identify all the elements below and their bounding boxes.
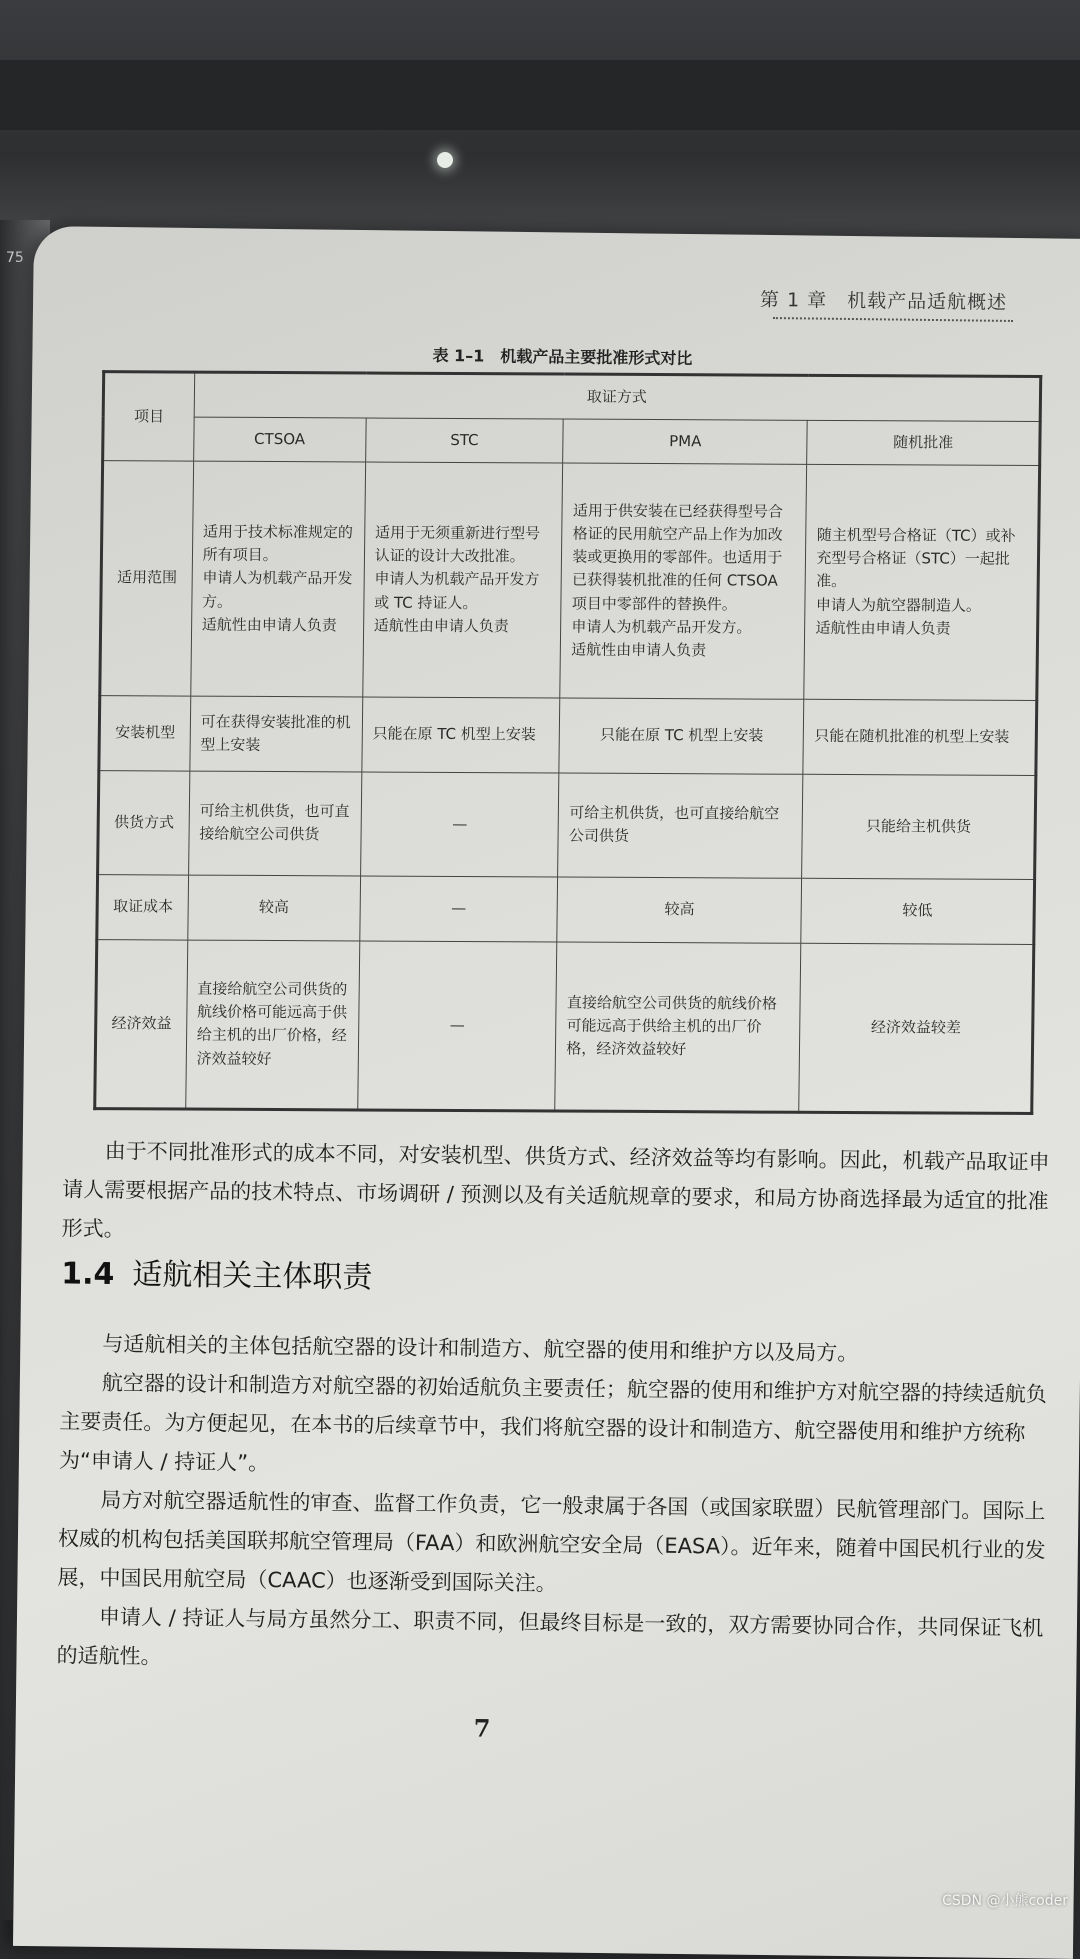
table-row [95, 940, 1034, 1114]
table-cell: 只能在随机批准的机型上安装 [803, 699, 1036, 775]
section-title: 适航相关主体职责 [132, 1257, 373, 1296]
watermark: CSDN @小熊coder [942, 1893, 1068, 1909]
table-cell: 直接给航空公司供货的航线价格可能远高于供给主机的出厂价格，经济效益较好 [555, 942, 801, 1112]
table-cell: 可给主机供货，也可直接给航空公司供货 [188, 771, 361, 876]
table-cell: 随主机型号合格证（TC）或补充型号合格证（STC）一起批准。 申请人为航空器制造人。 适航性由申请人负责 [804, 464, 1039, 701]
table-cell: 只能在原 TC 机型上安装 [559, 698, 804, 774]
table-cell: 较低 [801, 878, 1034, 944]
row-label: 经济效益 [95, 940, 188, 1110]
table-cell: — [357, 941, 557, 1111]
table-cell: 较高 [187, 875, 360, 941]
paragraph: 申请人 / 持证人与局方虽然分工、职责不同，但最终目标是一致的，双方需要协同合作，共同保证飞机的适航性。 [56, 1604, 1044, 1669]
section-number: 1.4 [60, 1256, 115, 1293]
table-cell: 适用于技术标准规定的所有项目。 申请人为机载产品开发方。 适航性由申请人负责 [190, 461, 365, 697]
page-number: 7 [473, 1713, 491, 1743]
table-cell: 较高 [557, 877, 802, 943]
table-cell: 适用于无须重新进行型号认证的设计大改批准。 申请人为机载产品开发方或 TC 持证人。 适航性由申请人负责 [362, 462, 563, 698]
table-cell: 经济效益较差 [799, 943, 1034, 1113]
table-row [97, 874, 1035, 944]
table-cell: 只能在原 TC 机型上安装 [362, 697, 561, 773]
table-group-header: 取证方式 [194, 372, 1041, 421]
column-header: 随机批准 [807, 420, 1040, 465]
table-caption: 表 1–1 机载产品主要批准形式对比 [432, 345, 693, 369]
table-cell: 适用于供安装在已经获得型号合格证的民用航空产品上作为加改装或更换用的零部件。也适用于已获得装机批准的任何 CTSOA 项目中零部件的替换件。 申请人为机载产品开发方。 适航性由申请人负责 [560, 463, 807, 700]
laptop-lid [0, 0, 1080, 260]
webcam-light [437, 152, 453, 168]
table-cell: 可给主机供货，也可直接给航空公司供货 [558, 773, 803, 878]
paragraph: 航空器的设计和制造方对航空器的初始适航负主要责任；航空器的使用和维护方对航空器的持续适航负主要责任。为方便起见，在本书的后续章节中，我们将航空器的设计和制造方、航空器使用和维护方统称为“申请人 / 持证人”。 [58, 1370, 1047, 1475]
table-row [99, 696, 1037, 776]
book-page [13, 226, 1080, 1959]
table-cell: — [360, 876, 558, 942]
row-label: 取证成本 [97, 874, 188, 940]
paragraph-after-table: 由于不同批准形式的成本不同，对安装机型、供货方式、经济效益等均有影响。因此，机载产品取证申请人需要根据产品的技术特点、市场调研 / 预测以及有关适航规章的要求，和局方协商选择最为适宜的批准形式。 [61, 1138, 1050, 1242]
section-heading [61, 1248, 373, 1296]
row-label: 安装机型 [99, 696, 191, 771]
table-row [100, 460, 1040, 700]
paragraph: 局方对航空器适航性的审查、监督工作负责，它一般隶属于各国（或国家联盟）民航管理部门。国际上权威的机构包括美国联邦航空管理局（FAA）和欧洲航空安全局（EASA）。近年来，随着中国民机行业的发展，中国民用航空局（CAAC）也逐渐受到国际关注。 [57, 1487, 1046, 1596]
table-cell: 可在获得安装批准的机型上安装 [190, 696, 363, 772]
table-corner-header: 项目 [103, 372, 195, 461]
table-cell: 只能给主机供货 [802, 774, 1036, 879]
running-head-rule [773, 317, 1013, 322]
paragraph: 与适航相关的主体包括航空器的设计和制造方、航空器的使用和维护方以及局方。 [102, 1331, 859, 1366]
comparison-table [93, 370, 1042, 1115]
table-row [98, 771, 1036, 880]
table-cell: — [360, 772, 559, 877]
table-cell: 直接给航空公司供货的航线价格可能远高于供给主机的出厂价格，经济效益较好 [185, 940, 359, 1110]
row-label: 适用范围 [100, 460, 194, 696]
row-label: 供货方式 [98, 771, 190, 875]
column-header: STC [365, 418, 563, 463]
laptop-bezel [0, 60, 1080, 130]
column-header: CTSOA [193, 417, 366, 462]
running-head: 第 1 章 机载产品适航概述 [759, 288, 1008, 314]
left-page-number-fragment: 75 [6, 250, 24, 266]
column-header: PMA [563, 419, 808, 464]
